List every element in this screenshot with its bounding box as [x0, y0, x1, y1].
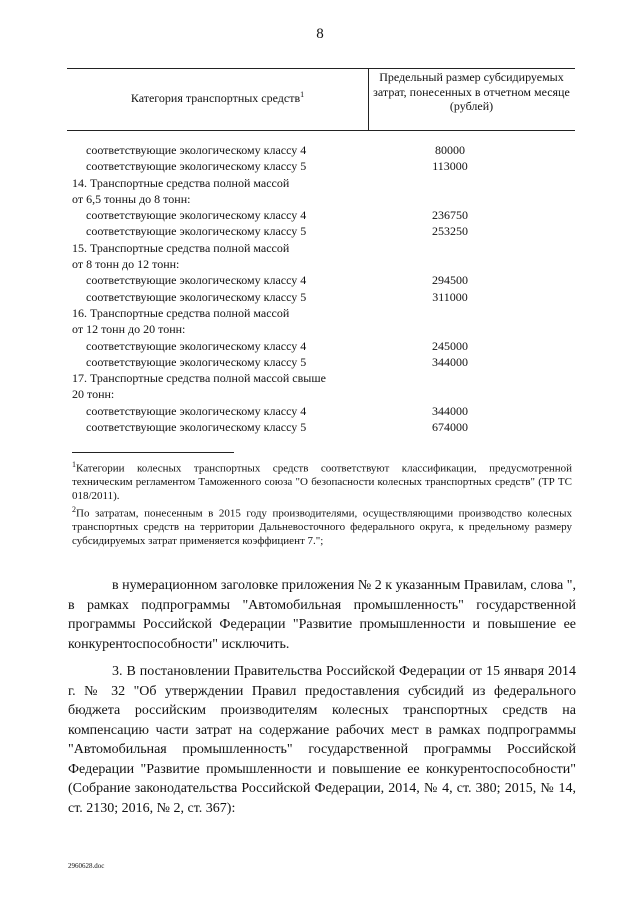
table-row	[0, 272, 640, 288]
footnote-1-mark: 1	[72, 460, 76, 469]
row-value: 311000	[432, 289, 468, 304]
row-value: 344000	[432, 403, 468, 418]
row-label: 14. Транспортные средства полной массой	[72, 175, 290, 190]
page-number: 8	[316, 26, 324, 42]
paragraph-2: 3. В постановлении Правительства Российской Федерации от 15 января 2014 г. № 32 "Об утверждении Правил предоставления субсидий из федерального бюджета российским производителям колесных транспортных средств на компенсацию части затрат на содержание рабочих мест в рамках подпрограммы "Автомобильная промышленность" государственной программы Российской Федерации "Развитие промышленности и повышение ее конкурентоспособности" (Собрание законодательства Российской Федерации, 2014, № 4, ст. 380; 2015, № 14, ст. 2130; 2016, № 2, ст. 367):	[68, 664, 576, 816]
row-value: 294500	[432, 273, 468, 288]
footnotes	[72, 458, 572, 548]
table-header-rule	[67, 130, 575, 131]
table-header-category-text: Категория транспортных средств	[130, 91, 301, 105]
footnote-1	[72, 458, 572, 503]
row-value: 236750	[432, 208, 468, 223]
table-row	[0, 158, 640, 174]
table-row	[0, 175, 640, 191]
body-text	[68, 576, 576, 826]
row-label: соответствующие экологическому классу 4	[86, 273, 307, 288]
table-row	[0, 386, 640, 402]
footnote-2-text: По затратам, понесенным в 2015 году производителями, осуществляющими производство колесных транспортных средств на территории Дальневосточного федерального округа, к предельному размеру субсидируемых затрат применяется коэффициент 7.";	[72, 507, 572, 547]
table-row	[0, 354, 640, 370]
document-code: 2960628.doc	[68, 862, 105, 870]
row-value: 80000	[435, 143, 465, 157]
table-row	[0, 305, 640, 321]
row-label: соответствующие экологическому классу 5	[86, 289, 307, 304]
paragraph-1: в нумерационном заголовке приложения № 2 к указанным Правилам, слова ", в рамках подпрограммы "Автомобильная промышленность" государственной программы Российской Федерации "Развитие промышленности и повышение ее конкурентоспособности" исключить.	[68, 578, 576, 652]
row-label: соответствующие экологическому классу 4	[86, 403, 307, 418]
table-row	[0, 142, 640, 158]
row-label: соответствующие экологическому классу 5	[86, 354, 307, 369]
table-header-max-cost: Предельный размер субсидируемых затрат, понесенных в отчетном месяце (рублей)	[373, 70, 570, 113]
row-label: соответствующие экологическому классу 4	[86, 338, 307, 353]
row-label: от 6,5 тонны до 8 тонн:	[72, 191, 191, 206]
row-label: 15. Транспортные средства полной массой	[72, 240, 290, 255]
table-row	[0, 403, 640, 419]
row-label: от 12 тонн до 20 тонн:	[72, 322, 186, 337]
footnote-separator	[72, 452, 234, 453]
row-value: 245000	[432, 338, 468, 353]
footnote-1-text: Категории колесных транспортных средств соответствуют классификации, предусмотренной техническим регламентом Таможенного союза "О безопасности колесных транспортных средств" (ТР ТС 018/2011).	[72, 462, 572, 502]
row-value: 344000	[432, 354, 468, 369]
table-row	[0, 321, 640, 337]
row-value: 113000	[432, 159, 468, 174]
table-header-category	[67, 90, 368, 106]
row-label: 16. Транспортные средства полной массой	[72, 305, 290, 320]
table-row	[0, 370, 640, 386]
row-label: соответствующие экологическому классу 5	[86, 420, 307, 435]
footnote-2	[72, 503, 572, 548]
row-label: 20 тонн:	[72, 387, 115, 402]
table-row	[0, 289, 640, 305]
row-label: соответствующие экологическому классу 5	[86, 159, 307, 174]
table-body	[0, 142, 640, 435]
row-value: 253250	[432, 224, 468, 239]
row-value: 674000	[432, 420, 468, 435]
table-header-footnote-mark: 1	[300, 90, 305, 99]
row-label: соответствующие экологическому классу 5	[86, 224, 307, 239]
table-row	[0, 338, 640, 354]
table-row	[0, 191, 640, 207]
table-row	[0, 240, 640, 256]
footnote-2-mark: 2	[72, 505, 76, 515]
row-label: от 8 тонн до 12 тонн:	[72, 257, 180, 272]
table-row	[0, 419, 640, 435]
table-top-rule	[67, 68, 575, 69]
row-label: 17. Транспортные средства полной массой свыше	[72, 371, 326, 386]
row-label: соответствующие экологическому классу 4	[86, 143, 307, 157]
table-row	[0, 223, 640, 239]
row-label: соответствующие экологическому классу 4	[86, 208, 307, 223]
table-row	[0, 256, 640, 272]
table-row	[0, 207, 640, 223]
